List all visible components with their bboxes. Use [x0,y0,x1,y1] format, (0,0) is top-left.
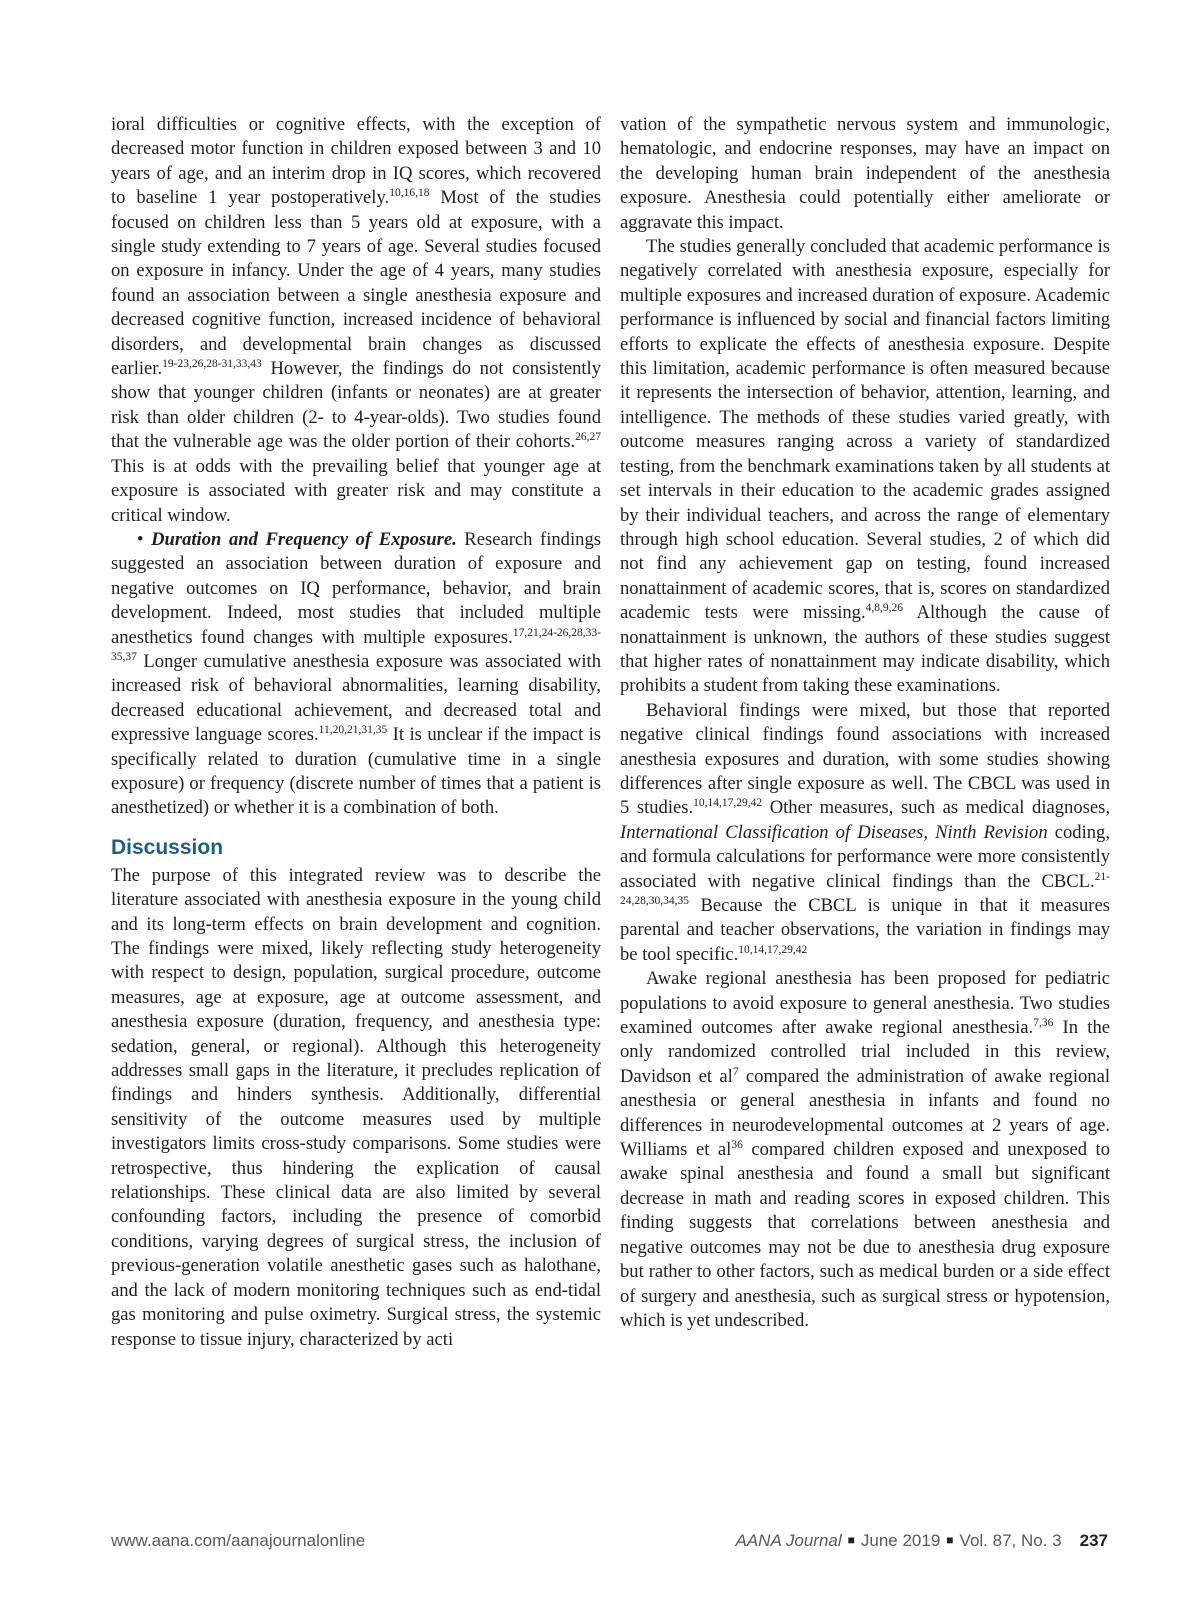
citation-ref: 26,27 [575,431,601,444]
bullet-marker: • [137,528,152,550]
citation-ref: 19-23,26,28-31,33,43 [162,358,262,371]
paragraph: The studies generally concluded that academic performance is negatively correlated with anesthesia exposure, especially for multiple exposures and increased duration of exposure. Academic performance is influenced by social and financial factors limiting efforts to explicate the effects of anesthesia exposure. Despite this limitation, academic performance is often measured because it represents the intersection of behavior, attention, learning, and intelligence. The methods of these studies varied greatly, with outcome measures ranging across a variety of standardized testing, from the benchmark examinations taken by all students at set intervals in their education to the academic grades assigned by their individual teachers, and across the range of elementary through high school education. Several studies, 2 of which did not find any achievement gap on testing, found increased nonattainment of academic scores, that is, scores on standardized academic tests were missing.$^{4,8,9,26}$ Although the cause of nonattainment is unknown, the authors of these studies suggest that higher rates of nonattainment may indicate disability, which prohibits a student from taking these examinations. [620,236,1110,697]
paragraph: Awake regional anesthesia has been proposed for pediatric populations to avoid exposure to general anesthesia. Two studies examined outcomes after awake regional anesthesia.$^{7,36}$ In the only randomized controlled trial included in this review, Davidson et $al^7$ compared the administration of awake regional anesthesia or general anesthesia in infants and found no differences in neurodevelopmental outcomes at 2 years of age. Williams et $al^{36}$ compared children exposed and unexposed to awake spinal anesthesia and found a small but significant decrease in math and reading scores in exposed children. This finding suggests that correlations between anesthesia and negative outcomes may not be due to anesthesia drug exposure but rather to other factors, such as medical burden or a side effect of surgery and anesthesia, such as surgical stress or hypotension, which is yet undescribed. [620,968,1110,1331]
left-column [111,113,601,1352]
citation-ref: 10,14,17,29,42 [693,797,763,810]
volume-issue: Vol. 87, No. 3 [959,1531,1062,1550]
section-heading-discussion: Discussion [111,835,224,859]
journal-name: AANA Journal [735,1531,842,1550]
citation-ref: 36 [731,1139,743,1152]
paragraph: The purpose of this integrated review was to describe the literature associated with anesthesia exposure in the young child and its long-term effects on brain development and cognition. The findings were mixed, likely reflecting study heterogeneity with respect to design, population, surgical procedure, outcome measures, age at exposure, age at outcome assessment, and anesthesia exposure (duration, frequency, and anesthesia type: sedation, general, or regional). Although this heterogeneity addresses small gaps in the literature, it precludes replication of findings and hinders synthesis. Additionally, differential sensitivity of the outcome measures used by multiple investigators limits cross-study comparisons. Some studies were retrospective, thus hindering the explication of causal relationships. These clinical data are also limited by several confounding factors, including the presence of comorbid conditions, varying degrees of surgical stress, the inclusion of previous-generation volatile anesthetic gases such as halothane, and the lack of modern monitoring techniques such as end-tidal gas monitoring and pulse oximetry. Surgical stress, the systemic response to tissue injury, characterized by acti [111,864,601,1350]
paragraph: vation of the sympathetic nervous system and immunologic, hematologic, and endocrine responses, may have an impact on the developing human brain independent of the anesthesia exposure. Anesthesia could potentially either ameliorate or aggravate this impact. [620,114,1110,233]
separator-icon: ■ [946,1533,954,1547]
footer-citation [735,1531,1108,1551]
right-column [620,113,1110,1333]
paragraph: Behavioral findings were mixed, but those that reported negative clinical findings found associations with increased anesthesia exposures and duration, with some studies showing differences after single exposure as well. The CBCL was used in 5 studies.$^{10,14,17,29,42}$ Other measures, such as medical diagnoses, International Classification of Diseases, Ninth Revision coding, and formula calculations for performance were more consistently associated with negative clinical findings than the CBCL.$^{21-24,28,30,34,35}$ Because the CBCL is unique in that it measures parental and teacher observations, the variation in findings may be tool specific.$^{10,14,17,29,42}$ [620,699,1111,965]
italic-title: International Classification of Diseases, Ninth Revision [620,821,1048,843]
citation-ref: 21-24,28,30,34,35 [620,870,1110,907]
separator-icon: ■ [847,1533,855,1547]
citation-ref: 11,20,21,31,35 [318,724,388,737]
issue-date: June 2019 [860,1531,941,1550]
citation-ref: 7 [732,1065,739,1078]
footer-url[interactable]: www.aana.com/aanajournalonline [111,1531,366,1550]
bullet-heading: Duration and Frequency of Exposure. [151,528,457,550]
bullet-paragraph: • Duration and Frequency of Exposure. Research findings suggested an association between duration of exposure and negative outcomes on IQ performance, behavior, and brain development. Indeed, most studies that included multiple anesthetics found changes with multiple exposures.$^{17,21,24-26,28,33-35,37}$ Longer cumulative anesthesia exposure was associated with increased risk of behavioral abnormalities, learning disability, decreased educational achievement, and decreased total and expressive language scores.$^{11,20,21,31,35}$ It is unclear if the impact is specifically related to duration (cumulative time in a single exposure) or frequency (discrete number of times that a patient is anesthetized) or whether it is a combination of both. [111,528,601,819]
citation-ref: 4,8,9,26 [865,602,903,615]
citation-ref: 10,14,17,29,42 [738,943,808,956]
page-number: 237 [1079,1531,1108,1550]
citation-ref: 7,36 [1033,1017,1054,1030]
citation-ref: 10,16,18 [389,187,430,200]
citation-ref: 17,21,24-26,28,33-35,37 [111,626,601,663]
paragraph: ioral difficulties or cognitive effects, with the exception of decreased motor function in children exposed between 3 and 10 years of age, and an interim drop in IQ scores, which recovered to baseline 1 year postoperatively.$^{10,16,18}$ Most of the studies focused on children less than 5 years old at exposure, with a single study extending to 7 years of age. Several studies focused on exposure in infancy. Under the age of 4 years, many studies found an association between a single anesthesia exposure and decreased cognitive function, increased incidence of behavioral disorders, and developmental brain changes as discussed earlier.$^{19-23,26,28-31,33,43}$ However, the findings do not consistently show that younger children (infants or neonates) are at greater risk than older children (2- to 4-year-olds). Two studies found that the vulnerable age was the older portion of their cohorts.$^{26,27}$ This is at odds with the prevailing belief that younger age at exposure is associated with greater risk and may constitute a critical window. [111,114,601,526]
